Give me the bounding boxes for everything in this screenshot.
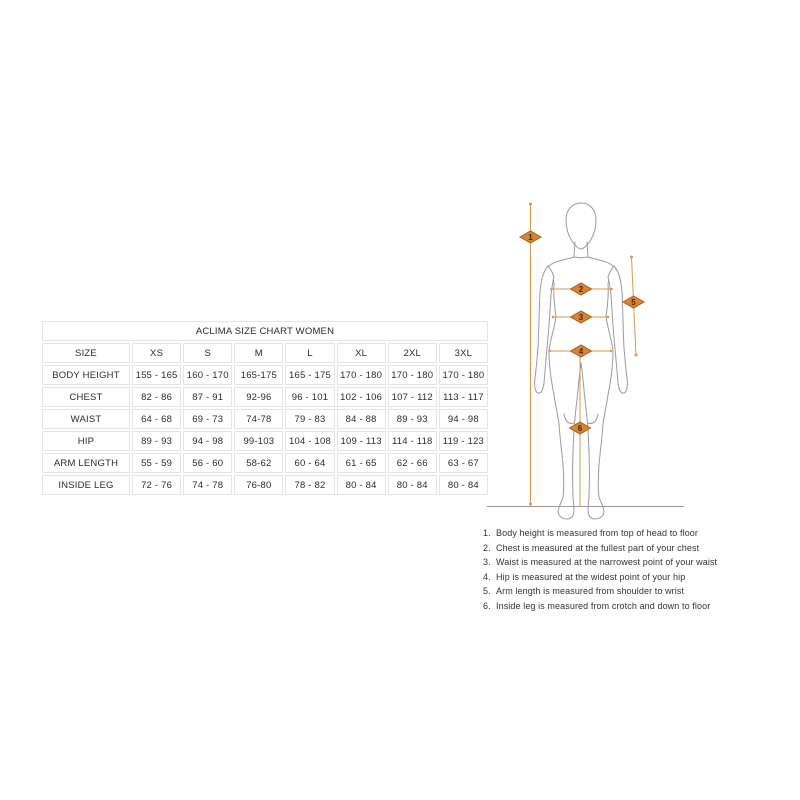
table-row bbox=[42, 365, 488, 385]
table-cell: 170 - 180 bbox=[439, 365, 488, 385]
table-cell: 60 - 64 bbox=[285, 453, 334, 473]
legend-item-number: 5. bbox=[483, 586, 491, 597]
table-cell: 160 - 170 bbox=[183, 365, 232, 385]
row-label: INSIDE LEG bbox=[42, 475, 130, 495]
measurement-legend bbox=[483, 526, 783, 614]
legend-item-text: Hip is measured at the widest point of your hip bbox=[496, 571, 686, 582]
legend-item-text: Body height is measured from top of head to floor bbox=[496, 528, 699, 538]
legend-item-number: 2. bbox=[483, 542, 491, 553]
table-cell: 99-103 bbox=[234, 431, 283, 451]
column-header: XS bbox=[132, 343, 181, 363]
table-row bbox=[42, 387, 488, 407]
marker-5 bbox=[623, 296, 644, 308]
table-header-row bbox=[42, 343, 488, 363]
table-cell: 102 - 106 bbox=[337, 387, 386, 407]
row-label: CHEST bbox=[42, 387, 130, 407]
table-cell: 109 - 113 bbox=[337, 431, 386, 451]
legend-item-4 bbox=[483, 570, 783, 585]
table-cell: 114 - 118 bbox=[388, 431, 437, 451]
table-cell: 107 - 112 bbox=[388, 387, 437, 407]
table-cell: 55 - 59 bbox=[132, 453, 181, 473]
column-header: M bbox=[234, 343, 283, 363]
table-title-row bbox=[42, 321, 488, 341]
table-cell: 84 - 88 bbox=[337, 409, 386, 429]
table-cell: 89 - 93 bbox=[132, 431, 181, 451]
table-cell: 94 - 98 bbox=[183, 431, 232, 451]
legend-item-text: Arm length is measured from shoulder to wrist bbox=[496, 586, 685, 597]
marker-6-number: 6 bbox=[577, 423, 583, 433]
column-header: L bbox=[285, 343, 334, 363]
table-cell: 96 - 101 bbox=[285, 387, 334, 407]
table-row bbox=[42, 431, 488, 451]
table-cell: 170 - 180 bbox=[337, 365, 386, 385]
size-chart-table-body bbox=[42, 321, 488, 495]
legend-item-number: 3. bbox=[483, 557, 491, 568]
table-cell: 94 - 98 bbox=[439, 409, 488, 429]
column-header: 2XL bbox=[388, 343, 437, 363]
table-row bbox=[42, 409, 488, 429]
table-cell: 119 - 123 bbox=[439, 431, 488, 451]
legend-item-number: 4. bbox=[483, 571, 491, 582]
column-header: SIZE bbox=[42, 343, 130, 363]
table-cell: 79 - 83 bbox=[285, 409, 334, 429]
legend-item-number: 6. bbox=[483, 600, 491, 611]
legend-item-5 bbox=[483, 584, 783, 599]
table-cell: 62 - 66 bbox=[388, 453, 437, 473]
row-label: WAIST bbox=[42, 409, 130, 429]
row-label: BODY HEIGHT bbox=[42, 365, 130, 385]
marker-5-number: 5 bbox=[631, 297, 636, 307]
body-measurement-diagram bbox=[480, 185, 760, 525]
row-label: ARM LENGTH bbox=[42, 453, 130, 473]
table-cell: 58-62 bbox=[234, 453, 283, 473]
legend-item-text: Inside leg is measured from crotch and down to floor bbox=[496, 600, 711, 611]
size-chart-table bbox=[40, 319, 490, 497]
table-row bbox=[42, 475, 488, 495]
table-cell: 72 - 76 bbox=[132, 475, 181, 495]
legend-item-text: Waist is measured at the narrowest point of your waist bbox=[496, 557, 718, 568]
table-cell: 69 - 73 bbox=[183, 409, 232, 429]
table-cell: 80 - 84 bbox=[439, 475, 488, 495]
legend-item-6 bbox=[483, 599, 783, 614]
marker-3-number: 3 bbox=[578, 312, 584, 322]
table-cell: 80 - 84 bbox=[388, 475, 437, 495]
marker-4-number: 4 bbox=[578, 346, 584, 356]
legend-item-3 bbox=[483, 555, 783, 570]
legend-item-number: 1. bbox=[483, 528, 491, 538]
table-cell: 74 - 78 bbox=[183, 475, 232, 495]
table-cell: 56 - 60 bbox=[183, 453, 232, 473]
table-cell: 155 - 165 bbox=[132, 365, 181, 385]
table-cell: 76-80 bbox=[234, 475, 283, 495]
table-cell: 104 - 108 bbox=[285, 431, 334, 451]
table-cell: 80 - 84 bbox=[337, 475, 386, 495]
table-cell: 92-96 bbox=[234, 387, 283, 407]
legend-item-2 bbox=[483, 541, 783, 556]
table-title: ACLIMA SIZE CHART WOMEN bbox=[42, 321, 488, 341]
marker-1-number: 1 bbox=[528, 232, 533, 242]
table-cell: 63 - 67 bbox=[439, 453, 488, 473]
table-cell: 113 - 117 bbox=[439, 387, 488, 407]
table-cell: 78 - 82 bbox=[285, 475, 334, 495]
row-label: HIP bbox=[42, 431, 130, 451]
column-header: XL bbox=[337, 343, 386, 363]
table-cell: 165-175 bbox=[234, 365, 283, 385]
legend-item-text: Chest is measured at the fullest part of your chest bbox=[496, 542, 700, 553]
table-cell: 61 - 65 bbox=[337, 453, 386, 473]
table-cell: 82 - 86 bbox=[132, 387, 181, 407]
figure-torso-legs bbox=[548, 257, 614, 519]
figure-head bbox=[566, 203, 596, 249]
figure-outline bbox=[535, 203, 628, 519]
table-cell: 64 - 68 bbox=[132, 409, 181, 429]
table-row bbox=[42, 453, 488, 473]
marker-1 bbox=[520, 231, 541, 243]
table-cell: 89 - 93 bbox=[388, 409, 437, 429]
table-cell: 165 - 175 bbox=[285, 365, 334, 385]
marker-2-number: 2 bbox=[578, 284, 584, 294]
legend-item-1 bbox=[483, 526, 783, 541]
table-cell: 87 - 91 bbox=[183, 387, 232, 407]
table-cell: 74-78 bbox=[234, 409, 283, 429]
column-header: 3XL bbox=[439, 343, 488, 363]
table-cell: 170 - 180 bbox=[388, 365, 437, 385]
column-header: S bbox=[183, 343, 232, 363]
